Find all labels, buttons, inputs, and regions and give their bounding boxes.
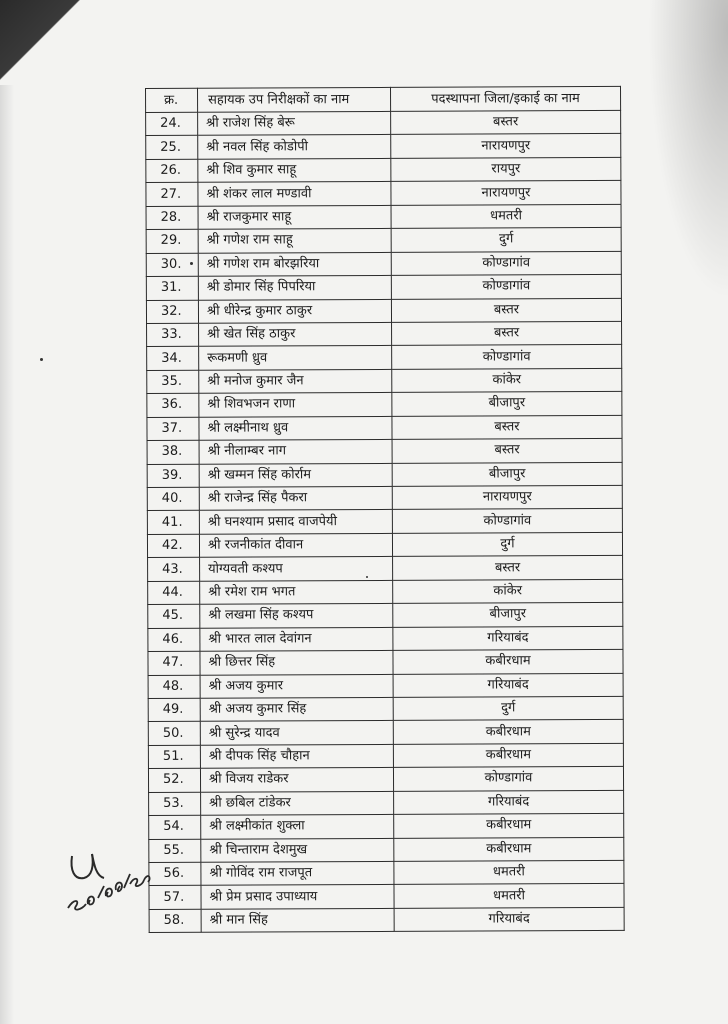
row-officer-name: श्री अजय कुमार सिंह [200,697,393,721]
row-serial: 39. [147,464,199,488]
row-officer-name: श्री शिवभजन राणा [199,393,392,417]
table-row [149,814,624,840]
row-district: कोण्डागांव [391,274,621,298]
header-officer-name: सहायक उप निरीक्षकों का नाम [198,87,391,112]
header-district: पदस्थापना जिला/इकाई का नाम [390,86,620,111]
row-officer-name: श्री गोविंद राम राजपूत [201,861,394,885]
row-officer-name: श्री शंकर लाल मण्डावी [198,182,391,206]
row-officer-name: श्री गणेश राम बोरझरिया [198,252,391,276]
row-officer-name: श्री शिव कुमार साहू [198,158,391,182]
scan-left-edge [0,85,14,1024]
table-row [149,907,624,933]
row-district: धमतरी [394,884,624,908]
row-district: कांकेर [393,579,623,603]
officer-posting-table [145,86,625,933]
row-district: धमतरी [394,860,624,884]
row-serial: 58. [149,909,201,933]
row-serial: 51. [148,745,200,769]
handwritten-signature [64,848,154,918]
table-row [147,439,622,465]
table-row [148,556,623,582]
row-officer-name: श्री सुरेन्द्र यादव [200,721,393,745]
row-district: कबीरधाम [393,649,623,673]
row-officer-name: श्री चिन्ताराम देशमुख [201,838,394,862]
table-row [148,603,623,629]
row-serial: 50. [148,722,200,746]
row-district: गरियाबंद [393,673,623,697]
row-district: कोण्डागांव [392,509,622,533]
row-serial: 42. [147,534,199,558]
table-row [146,228,621,254]
row-district: कबीरधाम [394,814,624,838]
row-district: बस्तर [391,110,621,134]
row-serial: 40. [147,487,199,511]
row-district: गरियाबंद [394,790,624,814]
table-row [148,626,623,652]
row-officer-name: श्री राजेश सिंह बेरू [198,111,391,135]
row-district: धमतरी [391,204,621,228]
row-officer-name: श्री मनोज कुमार जैन [199,369,392,393]
row-serial: 35. [147,370,199,394]
row-district: कबीरधाम [393,743,623,767]
row-officer-name: श्री खेत सिंह ठाकुर [199,322,392,346]
row-officer-name: श्री लक्ष्मीनाथ ध्रुव [199,416,392,440]
row-district: गरियाबंद [393,626,623,650]
table-row [148,720,623,746]
scan-speck [190,262,193,265]
row-district: नारायणपुर [392,485,622,509]
row-officer-name: श्री नवल सिंह कोडोपी [198,135,391,159]
row-officer-name: श्री लक्ष्मीकांत शुक्ला [201,815,394,839]
row-district: बस्तर [393,556,623,580]
table-header [146,86,621,112]
table-row [149,790,624,816]
row-serial: 45. [148,604,200,628]
table-row [146,110,621,136]
row-officer-name: श्री प्रेम प्रसाद उपाध्याय [201,885,394,909]
table-row [149,884,624,910]
row-officer-name: श्री घनश्याम प्रसाद वाजपेयी [199,510,392,534]
table-row [146,274,621,300]
row-serial: 54. [149,815,201,839]
row-serial: 28. [146,206,198,230]
row-district: बीजापुर [393,603,623,627]
row-serial: 26. [146,159,198,183]
row-district: गरियाबंद [394,907,624,931]
row-officer-name: श्री रजनीकांत दीवान [199,533,392,557]
row-serial: 57. [149,886,201,910]
row-officer-name: श्री राजकुमार साहू [198,205,391,229]
scan-speck [40,358,43,361]
row-officer-name: श्री रमेश राम भगत [200,580,393,604]
header-row [146,86,621,112]
row-district: कबीरधाम [393,720,623,744]
table-row [148,649,623,675]
row-serial: 52. [148,769,200,793]
scan-speck [366,576,368,578]
row-serial: 32. [146,300,198,324]
table-row [148,767,623,793]
table-row [147,368,622,394]
row-officer-name: श्री विजय राडेकर [200,768,393,792]
table-row [148,579,623,605]
table-row [146,298,621,324]
table-row [147,485,622,511]
row-district: बीजापुर [392,392,622,416]
row-serial: 55. [149,839,201,863]
row-serial: 44. [148,581,200,605]
row-officer-name: श्री राजेन्द्र सिंह पैकरा [199,486,392,510]
row-serial: 27. [146,183,198,207]
row-serial: 48. [148,675,200,699]
table-row [147,392,622,418]
row-serial: 30. [146,253,198,277]
header-serial: क्र. [146,88,198,112]
row-serial: 56. [149,862,201,886]
table-row [147,345,622,371]
row-serial: 25. [146,136,198,160]
row-officer-name: श्री दीपक सिंह चौहान [200,744,393,768]
row-district: बस्तर [392,415,622,439]
table-row [146,181,621,207]
table-row [147,462,622,488]
scan-corner-shadow [0,0,90,85]
row-officer-name: श्री लखमा सिंह कश्यप [200,604,393,628]
row-district: कोण्डागांव [393,767,623,791]
table-row [148,743,623,769]
row-district: नारायणपुर [391,134,621,158]
row-officer-name: श्री गणेश राम साहू [198,229,391,253]
row-district: बीजापुर [392,462,622,486]
row-officer-name: श्री धीरेन्द्र कुमार ठाकुर [198,299,391,323]
row-serial: 34. [147,347,199,371]
table-row [146,204,621,230]
table-row [148,696,623,722]
row-serial: 49. [148,698,200,722]
row-district: दुर्ग [393,696,623,720]
row-district: नारायणपुर [391,181,621,205]
row-serial: 46. [148,628,200,652]
scan-edge-shadow [648,0,728,300]
table-row [146,134,621,160]
table-row [146,251,621,277]
row-district: बस्तर [392,439,622,463]
row-district: कोण्डागांव [391,251,621,275]
row-district: कोण्डागांव [392,345,622,369]
row-officer-name: श्री भारत लाल देवांगन [200,627,393,651]
row-district: कबीरधाम [394,837,624,861]
row-district: कांकेर [392,368,622,392]
row-district: दुर्ग [392,532,622,556]
table-row [147,532,622,558]
row-serial: 31. [146,276,198,300]
row-officer-name: श्री नीलाम्बर नाग [199,440,392,464]
table-row [148,673,623,699]
table-row [147,509,622,535]
row-district: बस्तर [391,298,621,322]
row-serial: 41. [147,511,199,535]
row-serial: 29. [146,229,198,253]
row-officer-name: योग्यवती कश्यप [200,557,393,581]
row-officer-name: श्री डोमार सिंह पिपरिया [198,275,391,299]
table-row [147,415,622,441]
row-officer-name: श्री मान सिंह [201,908,394,932]
row-district: रायपुर [391,157,621,181]
row-serial: 38. [147,440,199,464]
row-serial: 24. [146,112,198,136]
row-officer-name: श्री खम्मन सिंह कोर्राम [199,463,392,487]
row-serial: 47. [148,651,200,675]
row-serial: 43. [148,558,200,582]
table-row [149,860,624,886]
row-serial: 33. [147,323,199,347]
row-officer-name: श्री छित्तर सिंह [200,650,393,674]
row-officer-name: श्री छबिल टांडेकर [201,791,394,815]
table-row [146,157,621,183]
row-district: दुर्ग [391,228,621,252]
row-serial: 36. [147,394,199,418]
row-officer-name: रूकमणी ध्रुव [199,346,392,370]
table-body [146,110,625,932]
row-officer-name: श्री अजय कुमार [200,674,393,698]
row-serial: 53. [149,792,201,816]
row-district: बस्तर [392,321,622,345]
row-serial: 37. [147,417,199,441]
table-row [149,837,624,863]
table-row [147,321,622,347]
